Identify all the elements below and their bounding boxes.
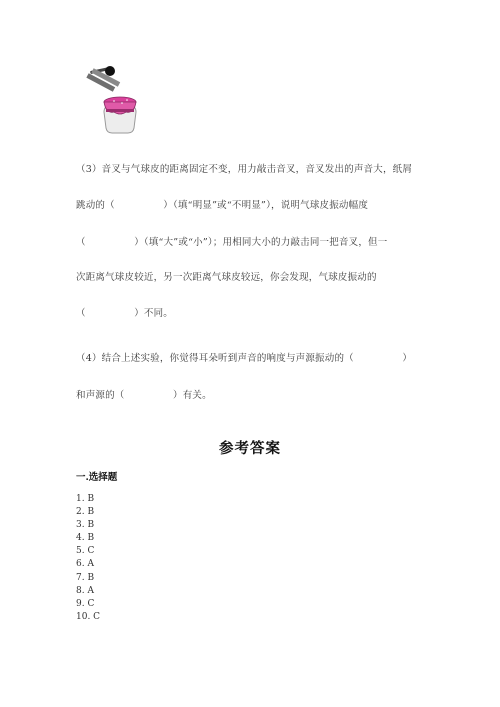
q3-text-line-4: 次距离气球皮较近，另一次距离气球皮较远，你会发现，气球皮振动的 [76,272,377,283]
q3-text-line-2: 跳动的（ ）（填“明显”或“不明显”），说明气球皮振动幅度 [76,200,369,211]
tuning-fork-experiment-illustration [84,62,144,138]
q4-text-line-2: 和声源的（ ）有关。 [76,390,212,401]
answer-item: 10. C [76,611,101,622]
q3-text-line-5: （ ）不同。 [76,308,174,319]
answer-item: 8. A [76,585,94,596]
answer-item: 5. C [76,546,95,557]
q3-text-line-3: （ ）（填“大”或“小”）；用相同大小的力敲击同一把音叉，但一 [76,237,388,248]
jar-with-balloon-icon [104,97,136,133]
answer-item: 7. B [76,572,95,583]
answer-item: 1. B [76,494,95,504]
q3-text-line-1: （3）音叉与气球皮的距离固定不变，用力敲击音叉，音叉发出的声音大，纸屑 [76,164,413,175]
answer-section-heading: 一.选择题 [76,472,118,483]
q4-text-line-1: （4）结合上述实验，你觉得耳朵听到声音的响度与声源振动的（ ） [76,353,413,364]
answer-list [76,493,100,624]
answer-item: 6. A [76,559,94,570]
answer-item: 9. C [76,598,95,609]
answer-key-title: 参考答案 [219,440,281,457]
answer-item: 4. B [76,533,95,544]
answer-item: 3. B [76,520,95,531]
answer-item: 2. B [76,507,95,518]
